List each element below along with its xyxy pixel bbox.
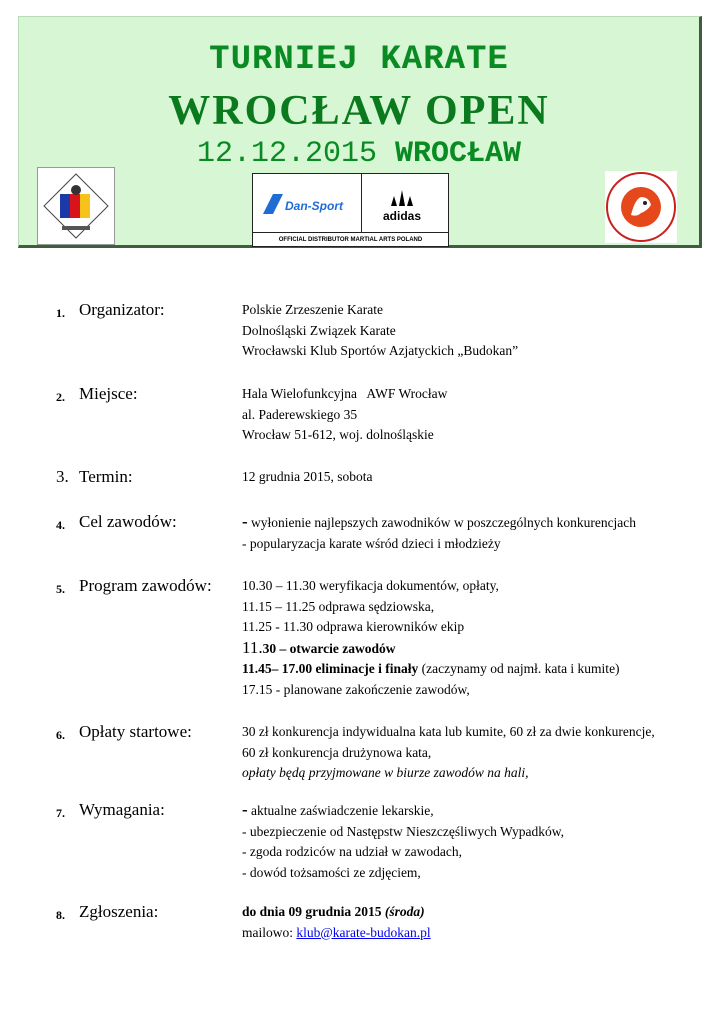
line: wyłonienie najlepszych zawodników w poszczególnych konkurencjach <box>251 515 637 530</box>
section-label-fees: Opłaty startowe: <box>79 722 192 741</box>
section-label-registration: Zgłoszenia: <box>79 902 159 921</box>
line: 11. <box>242 637 263 657</box>
section-number: 7. <box>56 806 65 820</box>
line: Wrocławski Klub Sportów Azjatyckich „Budokan” <box>242 343 519 358</box>
header-banner <box>18 16 702 248</box>
section-number: 4. <box>56 518 65 532</box>
date-city-line <box>19 137 699 171</box>
event-city: WROCŁAW <box>395 137 522 171</box>
title-line-2: WROCŁAW OPEN <box>168 88 550 134</box>
section-label-date: Termin: <box>79 467 133 486</box>
line: Dolnośląski Związek Karate <box>242 322 396 338</box>
line: al. Paderewskiego 35 <box>242 406 358 422</box>
section-value-fees <box>242 722 655 784</box>
event-date: 12.12.2015 <box>196 137 377 171</box>
section-value-date <box>242 467 373 488</box>
line: do dnia 09 grudnia 2015 <box>242 904 385 919</box>
line: 30 – otwarcie zawodów <box>262 640 396 656</box>
line: 30 zł konkurencja indywidualna kata lub kumite, 60 zł za dwie konkurencje, <box>242 724 655 739</box>
section-value-program <box>242 576 620 700</box>
section-value-organizer <box>242 300 518 362</box>
line: aktualne zaświadczenie lekarskie, <box>251 803 434 818</box>
line: (zaczynamy od najmł. kata i kumite) <box>418 661 620 676</box>
line: Polskie Zrzeszenie Karate <box>242 302 383 317</box>
title-line-1: TURNIEJ KARATE <box>209 41 509 79</box>
line: - dowód tożsamości ze zdjęciem, <box>242 864 421 880</box>
section-number-3: 3. <box>56 467 69 486</box>
sponsor-tagline: OFFICIAL DISTRIBUTOR MARTIAL ARTS POLAND <box>253 232 448 247</box>
line: 11.45– 17.00 eliminacje i finały <box>242 661 419 676</box>
dan-sport-logo: Dan-Sport <box>285 199 343 213</box>
sponsor-divider <box>361 174 362 232</box>
line: Wrocław 51-612, woj. dolnośląskie <box>242 427 434 442</box>
section-number: 2. <box>56 390 65 404</box>
section-number: 6. <box>56 728 65 742</box>
dash: - <box>242 800 248 819</box>
line: 17.15 - planowane zakończenie zawodów, <box>242 681 470 697</box>
line: Hala Wielofunkcyjna AWF Wrocław <box>242 386 448 401</box>
line: - popularyzacja karate wśród dzieci i młodzieży <box>242 535 501 551</box>
line: 60 zł konkurencja drużynowa kata, <box>242 744 432 760</box>
adidas-logo: adidas <box>383 209 422 223</box>
line: opłaty będą przyjmowane w biurze zawodów na hali, <box>242 765 529 780</box>
section-label-venue: Miejsce: <box>79 384 138 403</box>
line: - ubezpieczenie od Następstw Nieszczęśliwych Wypadków, <box>242 823 564 839</box>
budokan-emblem-logo <box>37 167 115 245</box>
sponsor-banner <box>252 173 449 247</box>
club-seal-logo <box>605 171 677 243</box>
section-value-requirements <box>242 800 564 883</box>
section-value-venue <box>242 384 447 446</box>
section-value-registration <box>242 902 431 943</box>
line: (środa) <box>384 904 425 919</box>
section-number: 8. <box>56 908 65 922</box>
line: 11.25 - 11.30 odprawa kierowników ekip <box>242 619 465 634</box>
line: - zgoda rodziców na udział w zawodach, <box>242 844 463 859</box>
section-value-goal <box>242 512 636 554</box>
dash: - <box>242 512 248 531</box>
line: mailowo: <box>242 924 297 940</box>
section-label-program: Program zawodów: <box>79 576 212 595</box>
section-label-organizer: Organizator: <box>79 300 165 319</box>
line: 10.30 – 11.30 weryfikacja dokumentów, opłaty, <box>242 578 499 593</box>
email-link[interactable]: klub@karate-budokan.pl <box>296 924 431 940</box>
section-label-requirements: Wymagania: <box>79 800 165 819</box>
section-number: 1. <box>56 306 65 320</box>
line: 11.15 – 11.25 odprawa sędziowska, <box>242 598 435 614</box>
section-number: 5. <box>56 582 65 596</box>
section-label-goal: Cel zawodów: <box>79 512 177 531</box>
line: 12 grudnia 2015, sobota <box>242 469 373 484</box>
